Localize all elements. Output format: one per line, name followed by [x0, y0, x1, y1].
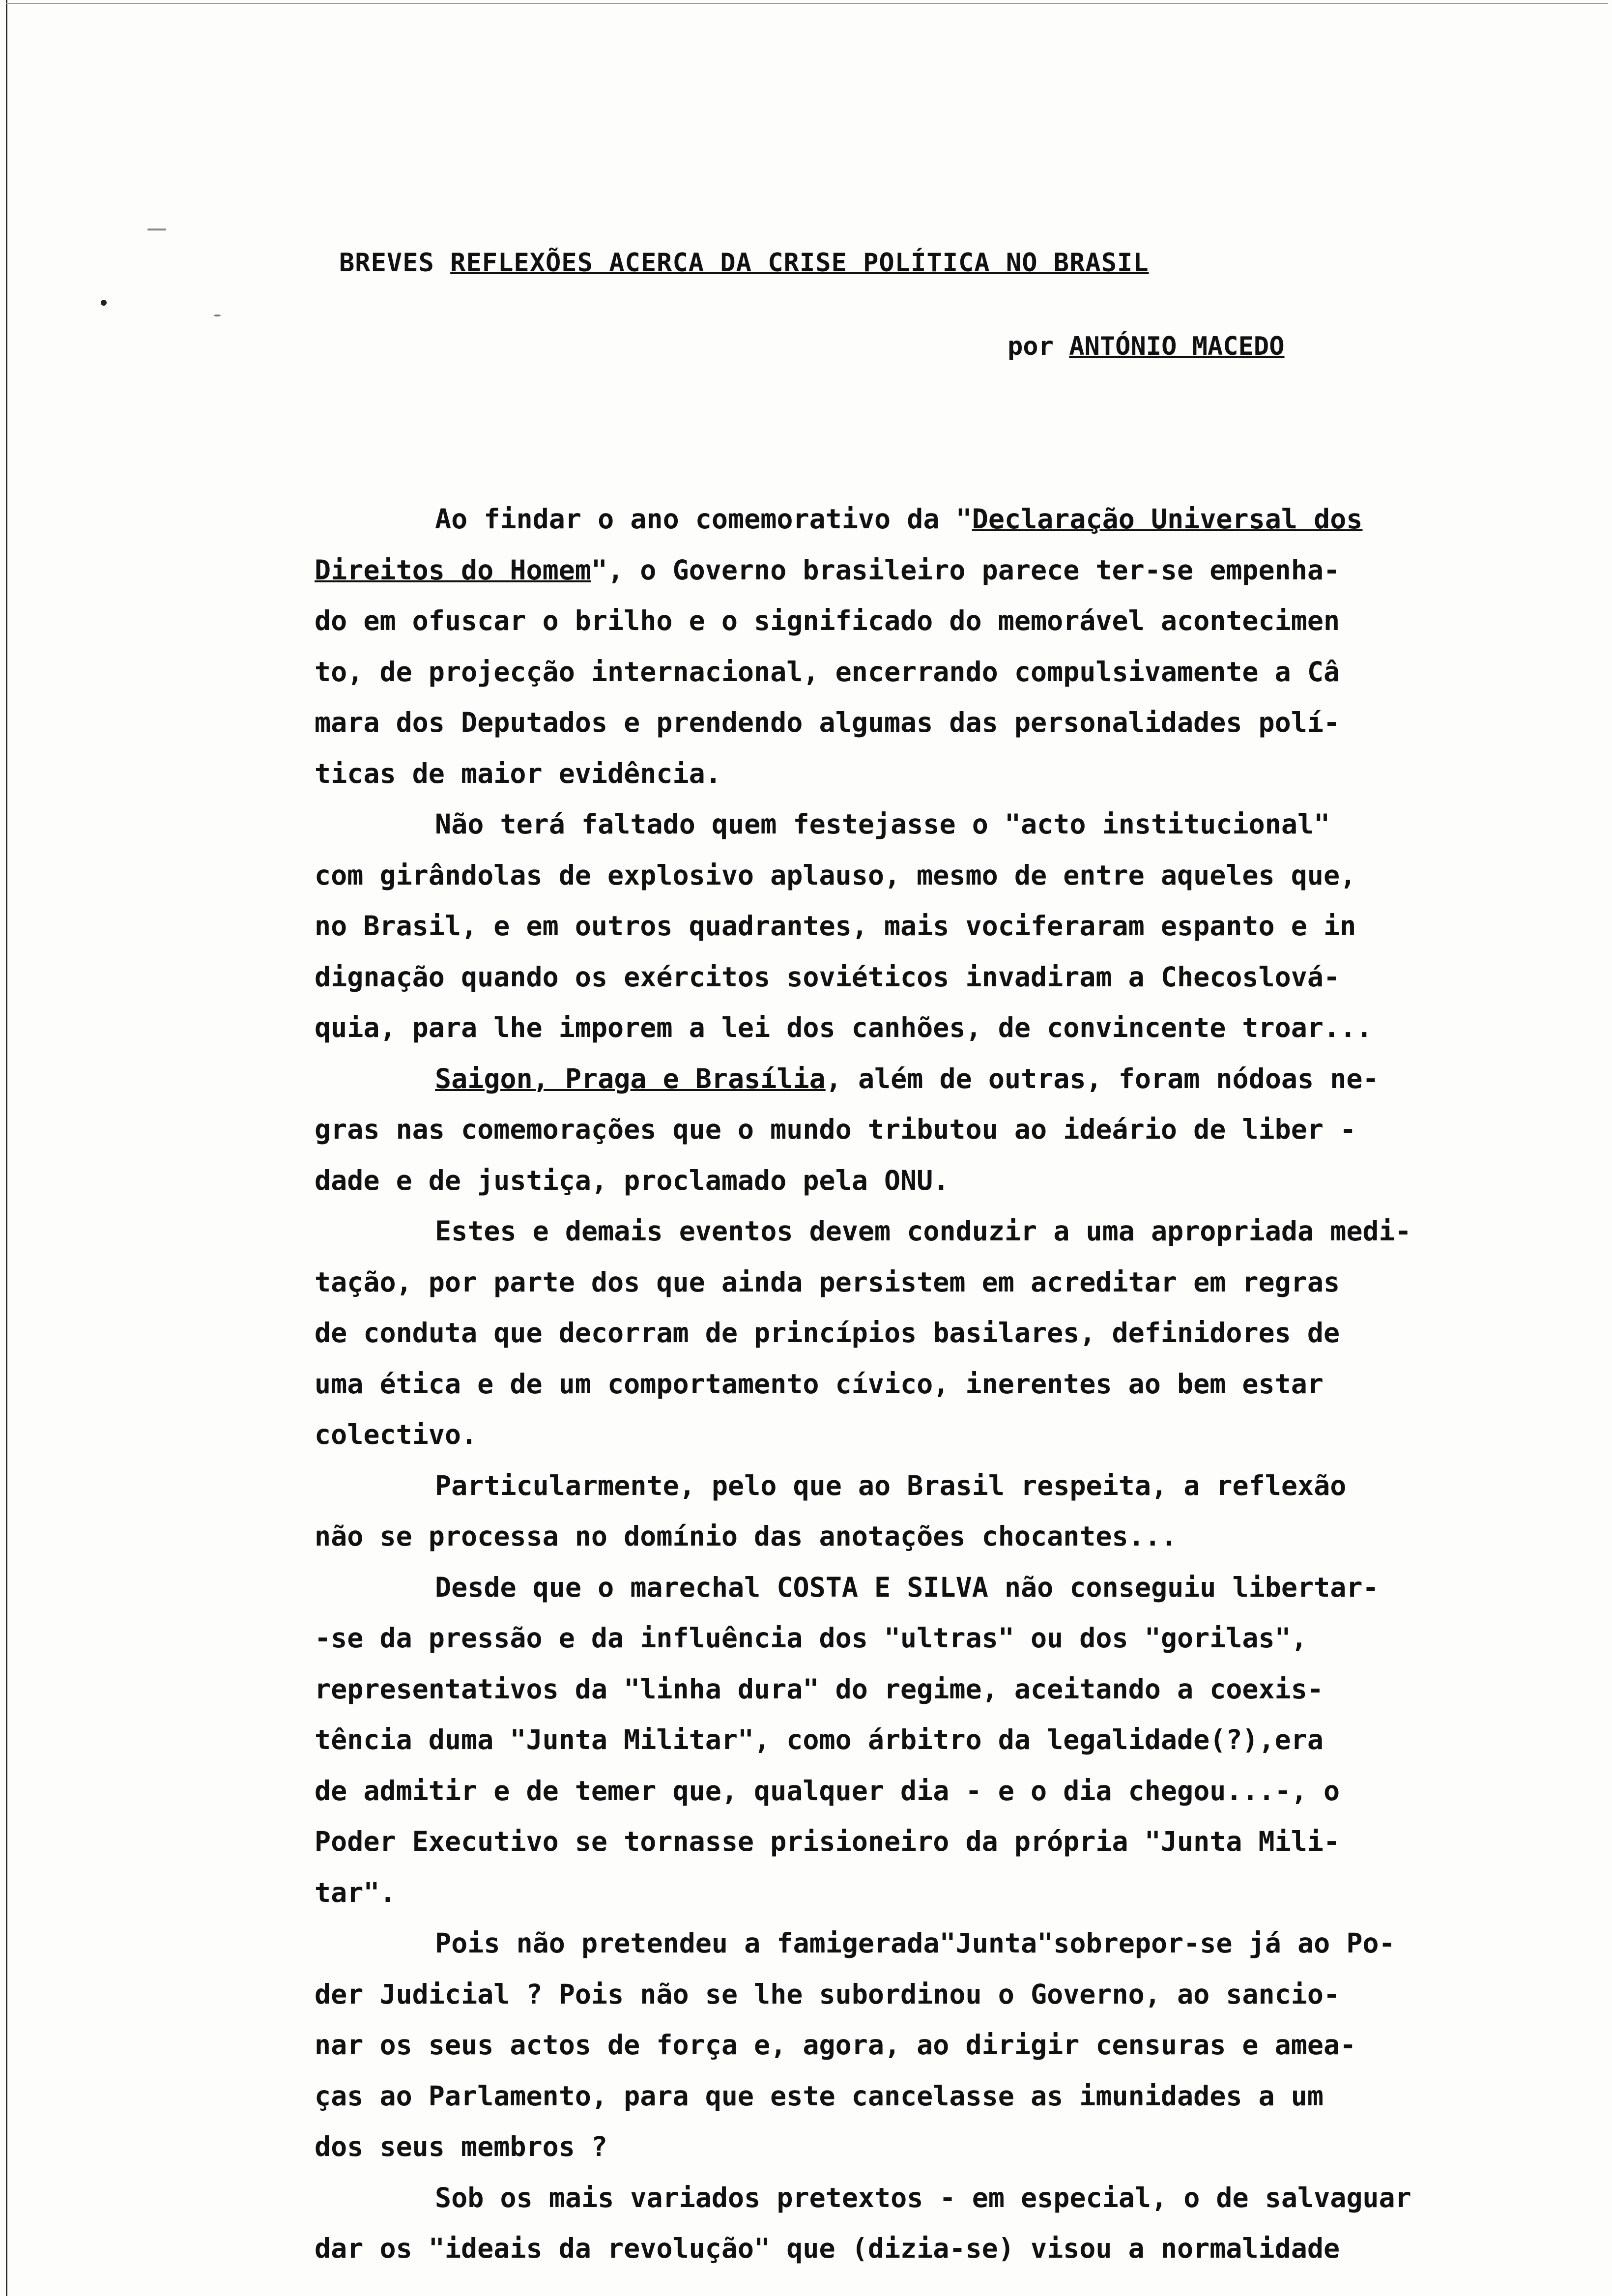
text-run: , além de outras, foram nódoas ne-	[825, 1062, 1379, 1094]
text-line: Particularmente, pelo que ao Brasil respeita, a reflexão	[435, 1469, 1347, 1501]
author-name: ANTÓNIO MACEDO	[1069, 332, 1285, 361]
text-line: Sob os mais variados pretextos - em especial, o de salvaguar	[435, 2181, 1411, 2213]
title-prefix: BREVES	[339, 248, 451, 278]
scan-mark	[147, 229, 166, 230]
byline	[1008, 332, 1285, 361]
text-line: dignação quando os exércitos soviéticos invadiram a Checoslová-	[315, 961, 1340, 993]
text-line: dar os "ideais da revolução" que (dizia-se) visou a normalidade	[315, 2233, 1340, 2264]
text-line: tação, por parte dos que ainda persistem em acreditar em regras	[315, 1266, 1340, 1298]
underlined-run: Declaração Universal dos	[972, 503, 1363, 535]
text-line	[315, 494, 1602, 545]
text-line: Pois não pretendeu a famigerada"Junta"sobrepor-se já ao Po-	[435, 1927, 1395, 1959]
scan-mark	[214, 315, 221, 316]
text-line: colectivo.	[315, 1419, 478, 1450]
text-line: nar os seus actos de força e, agora, ao dirigir censuras e amea-	[315, 2029, 1356, 2061]
title-underlined: REFLEXÕES ACERCA DA CRISE POLÍTICA NO BRASIL	[450, 248, 1149, 278]
text-line: mara dos Deputados e prendendo algumas das personalidades polí-	[315, 707, 1340, 738]
text-line: tar".	[315, 1876, 396, 1908]
text-line	[315, 1054, 1602, 1105]
text-line: Estes e demais eventos devem conduzir a uma apropriada medi-	[435, 1215, 1411, 1247]
text-line: de admitir e de temer que, qualquer dia - e o dia chegou...-, o	[315, 1775, 1340, 1807]
text-line: com girândolas de explosivo aplauso, mesmo de entre aqueles que,	[315, 859, 1356, 891]
text-line	[315, 545, 1602, 596]
document-body	[315, 494, 1602, 2274]
text-line: do em ofuscar o brilho e o significado do memorável acontecimen	[315, 605, 1340, 636]
text-line: tência duma "Junta Militar", como árbitro da legalidade(?),era	[315, 1724, 1324, 1755]
byline-por: por	[1008, 332, 1069, 361]
text-line: Desde que o marechal COSTA E SILVA não conseguiu libertar-	[435, 1571, 1379, 1603]
text-line: uma ética e de um comportamento cívico, inerentes ao bem estar	[315, 1368, 1324, 1400]
document-title	[339, 248, 1149, 278]
text-line: de conduta que decorram de princípios basilares, definidores de	[315, 1317, 1340, 1349]
text-line: dos seus membros ?	[315, 2131, 608, 2162]
text-run: Ao findar o ano comemorativo da "	[435, 503, 972, 535]
text-line: Não terá faltado quem festejasse o "acto institucional"	[435, 808, 1330, 840]
page-left-edge	[6, 0, 7, 2296]
text-line: -se da pressão e da influência dos "ultras" ou dos "gorilas",	[315, 1622, 1307, 1654]
scan-dot	[101, 300, 107, 306]
text-line: to, de projecção internacional, encerrando compulsivamente a Câ	[315, 656, 1340, 688]
text-line: Poder Executivo se tornasse prisioneiro da própria "Junta Mili-	[315, 1826, 1340, 1857]
text-line: quia, para lhe imporem a lei dos canhões, de convincente troar...	[315, 1012, 1373, 1043]
text-line: gras nas comemorações que o mundo tributou ao ideário de liber -	[315, 1114, 1356, 1145]
text-line: ças ao Parlamento, para que este cancelasse as imunidades a um	[315, 2080, 1324, 2112]
page-top-edge	[6, 3, 1608, 4]
text-run: ", o Governo brasileiro parece ter-se empenha-	[591, 554, 1340, 586]
text-line: ticas de maior evidência.	[315, 757, 721, 789]
text-line: no Brasil, e em outros quadrantes, mais vociferaram espanto e in	[315, 910, 1356, 942]
text-line: representativos da "linha dura" do regime, aceitando a coexis-	[315, 1673, 1324, 1705]
text-line: dade e de justiça, proclamado pela ONU.	[315, 1164, 950, 1196]
text-line: der Judicial ? Pois não se lhe subordinou o Governo, ao sancio-	[315, 1978, 1340, 2010]
text-line: não se processa no domínio das anotações chocantes...	[315, 1521, 1177, 1552]
underlined-run: Direitos do Homem	[315, 554, 591, 586]
underlined-run: Saigon, Praga e Brasília	[435, 1062, 826, 1094]
